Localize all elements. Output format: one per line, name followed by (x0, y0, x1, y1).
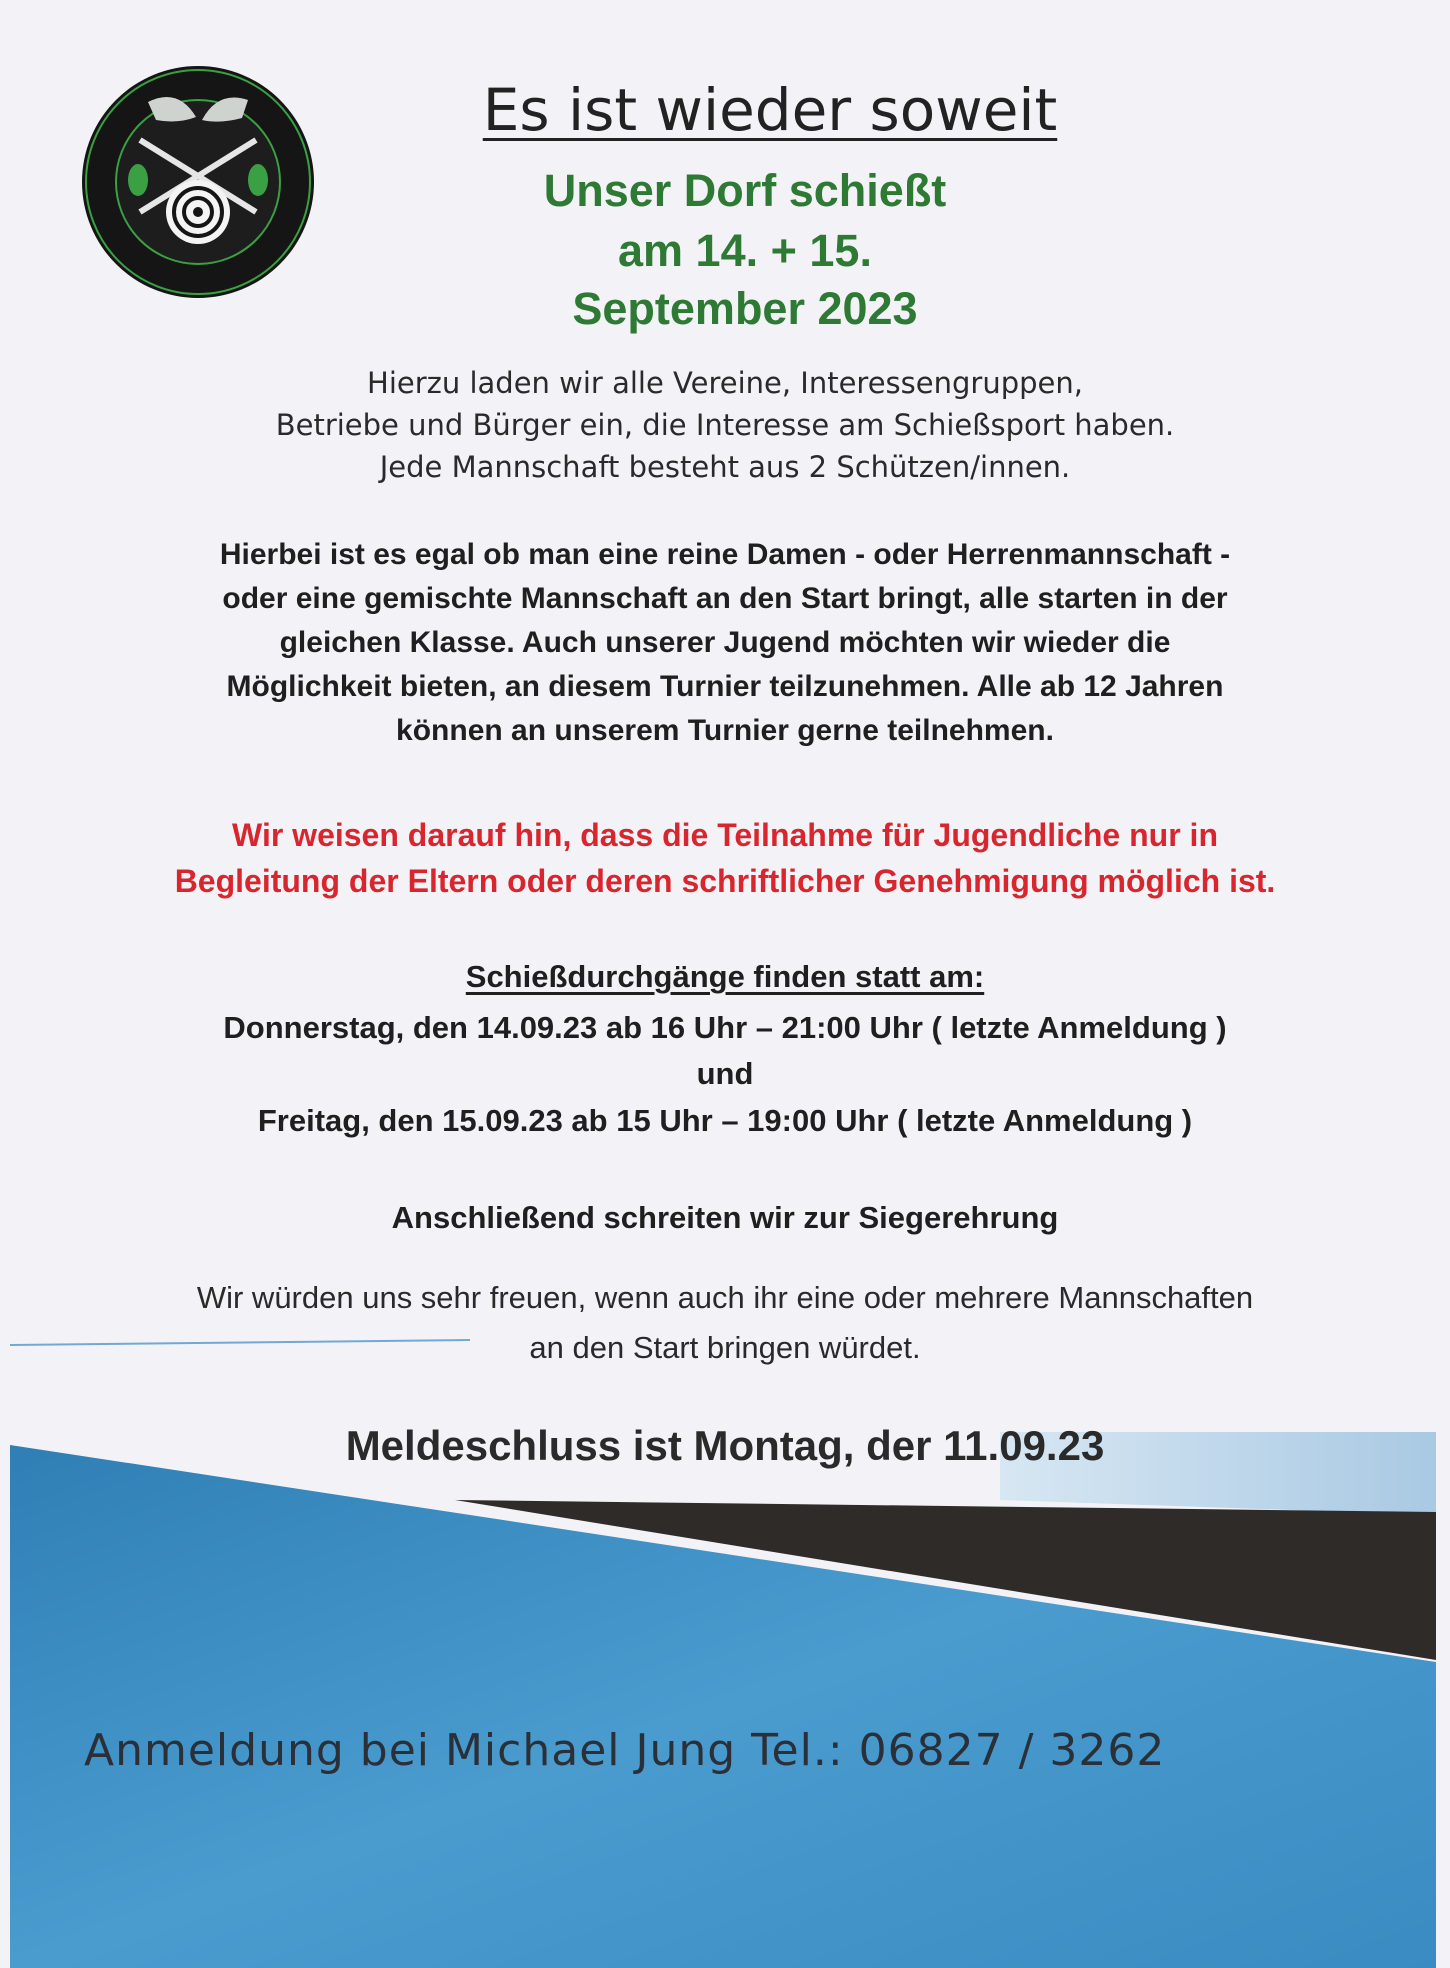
details-line-4: Möglichkeit bieten, an diesem Turnier teilzunehmen. Alle ab 12 Jahren (226, 670, 1224, 703)
details-line-5: können an unserem Turnier gerne teilnehmen. (396, 714, 1054, 747)
club-logo-emblem (78, 62, 318, 302)
notice-line-2: Begleitung der Eltern oder deren schriftlicher Genehmigung möglich ist. (174, 863, 1276, 899)
contact-info: Anmeldung bei Michael Jung Tel.: 06827 / 3262 (84, 1725, 1166, 1776)
intro-line-2: Betriebe und Bürger ein, die Interesse am Schießsport haben. (275, 408, 1175, 442)
invitation-line-2: an den Start bringen würdet. (529, 1330, 921, 1365)
invitation-line-1: Wir würden uns sehr freuen, wenn auch ihr eine oder mehrere Mannschaften (196, 1280, 1254, 1315)
page-title: Es ist wieder soweit (482, 76, 1058, 144)
details-line-2: oder eine gemischte Mannschaft an den Start bringt, alle starten in der (222, 582, 1228, 615)
intro-line-1: Hierzu laden wir alle Vereine, Interessengruppen, (367, 366, 1083, 400)
schedule-line-thursday: Donnerstag, den 14.09.23 ab 16 Uhr – 21:00 Uhr ( letzte Anmeldung ) (223, 1010, 1227, 1045)
notice-line-1: Wir weisen darauf hin, dass die Teilnahme für Jugendliche nur in (232, 817, 1218, 853)
schedule-connector: und (696, 1056, 754, 1091)
subtitle-line-1: Unser Dorf schießt (543, 165, 947, 216)
schedule-line-friday: Freitag, den 15.09.23 ab 15 Uhr – 19:00 Uhr ( letzte Anmeldung ) (257, 1103, 1193, 1138)
registration-deadline: Meldeschluss ist Montag, der 11.09.23 (345, 1422, 1105, 1469)
schedule-heading: Schießdurchgänge finden statt am: (465, 959, 985, 994)
subtitle-line-3: September 2023 (572, 283, 918, 334)
details-line-3: gleichen Klasse. Auch unserer Jugend möchten wir wieder die (279, 626, 1171, 659)
details-line-1: Hierbei ist es egal ob man eine reine Damen - oder Herrenmannschaft - (219, 538, 1231, 571)
award-ceremony-note: Anschließend schreiten wir zur Siegerehrung (391, 1200, 1059, 1235)
subtitle-line-2: am 14. + 15. (618, 225, 872, 276)
intro-line-3: Jede Mannschaft besteht aus 2 Schützen/innen. (379, 450, 1071, 484)
